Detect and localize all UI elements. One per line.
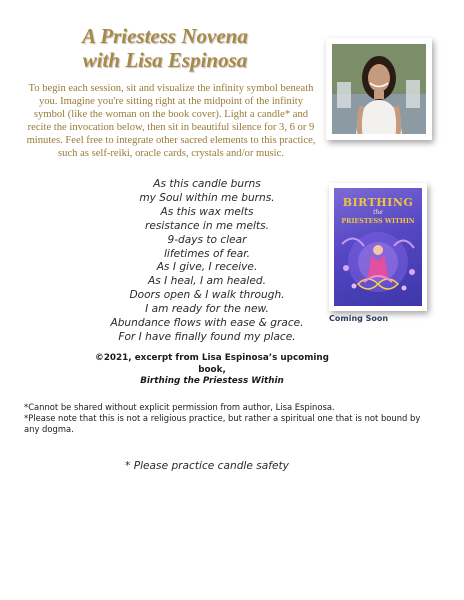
poem-line: Abundance flows with ease & grace. [110, 317, 304, 330]
candle-safety-note: * Please practice candle safety [125, 460, 289, 472]
author-photo-frame [326, 38, 432, 140]
footnotes [24, 402, 424, 435]
poem-line: As I give, I receive. [156, 261, 258, 274]
poem-line: resistance in me melts. [145, 219, 269, 232]
book-cover [334, 188, 422, 306]
poem-line: 9-days to clear [167, 233, 247, 246]
book-the-word: the [373, 209, 383, 216]
poem-line: lifetimes of fear. [163, 247, 251, 260]
book-cover-image [334, 224, 422, 306]
intro-paragraph: To begin each session, sit and visualize the infinity symbol beneath you. Imagine you're sitting right at the midpoint of the infinity symbol (like the woman on the book cover). Light a candle* and recite the invocation below, then sit in beautiful silence for 3, 6 or 9 minutes. Feel free to integrate other sacred elements to this practice, such as self-reiki, oracle cards, crystals and/or music. [26, 83, 316, 159]
book-subtitle: PRIESTESS WITHIN [341, 217, 415, 225]
book-title-reference: Birthing the Priestess Within [140, 376, 284, 386]
book-title-word: BIRTHING [342, 196, 414, 209]
footnote-religion: *Please note that this is not a religious practice, but rather a spiritual one that is not bound by any dogma. [24, 413, 421, 434]
page-title [40, 24, 290, 72]
poem-line: I am ready for the new. [145, 303, 269, 316]
poem-line: Doors open & I walk through. [129, 289, 285, 302]
coming-soon-caption: Coming Soon [329, 314, 389, 323]
author-portrait-image [332, 44, 426, 134]
poem-line: As this candle burns [153, 178, 261, 190]
book-cover-frame [329, 183, 427, 311]
title-line-1: A Priestess Novena [82, 24, 248, 48]
poem-line: For I have finally found my place. [118, 330, 296, 343]
copyright-notice [92, 353, 332, 388]
poem-line: my Soul within me burns. [139, 191, 275, 204]
poem-line: As this wax melts [160, 205, 254, 218]
title-line-2: with Lisa Espinosa [82, 48, 248, 72]
author-photo [332, 44, 426, 134]
poem-line: As I heal, I am healed. [148, 275, 266, 288]
footnote-permission: *Cannot be shared without explicit permission from author, Lisa Espinosa. [24, 402, 335, 412]
invocation-poem [100, 178, 314, 345]
copyright-line-1: ©2021, excerpt from Lisa Espinosa’s upcoming book, [95, 353, 329, 375]
